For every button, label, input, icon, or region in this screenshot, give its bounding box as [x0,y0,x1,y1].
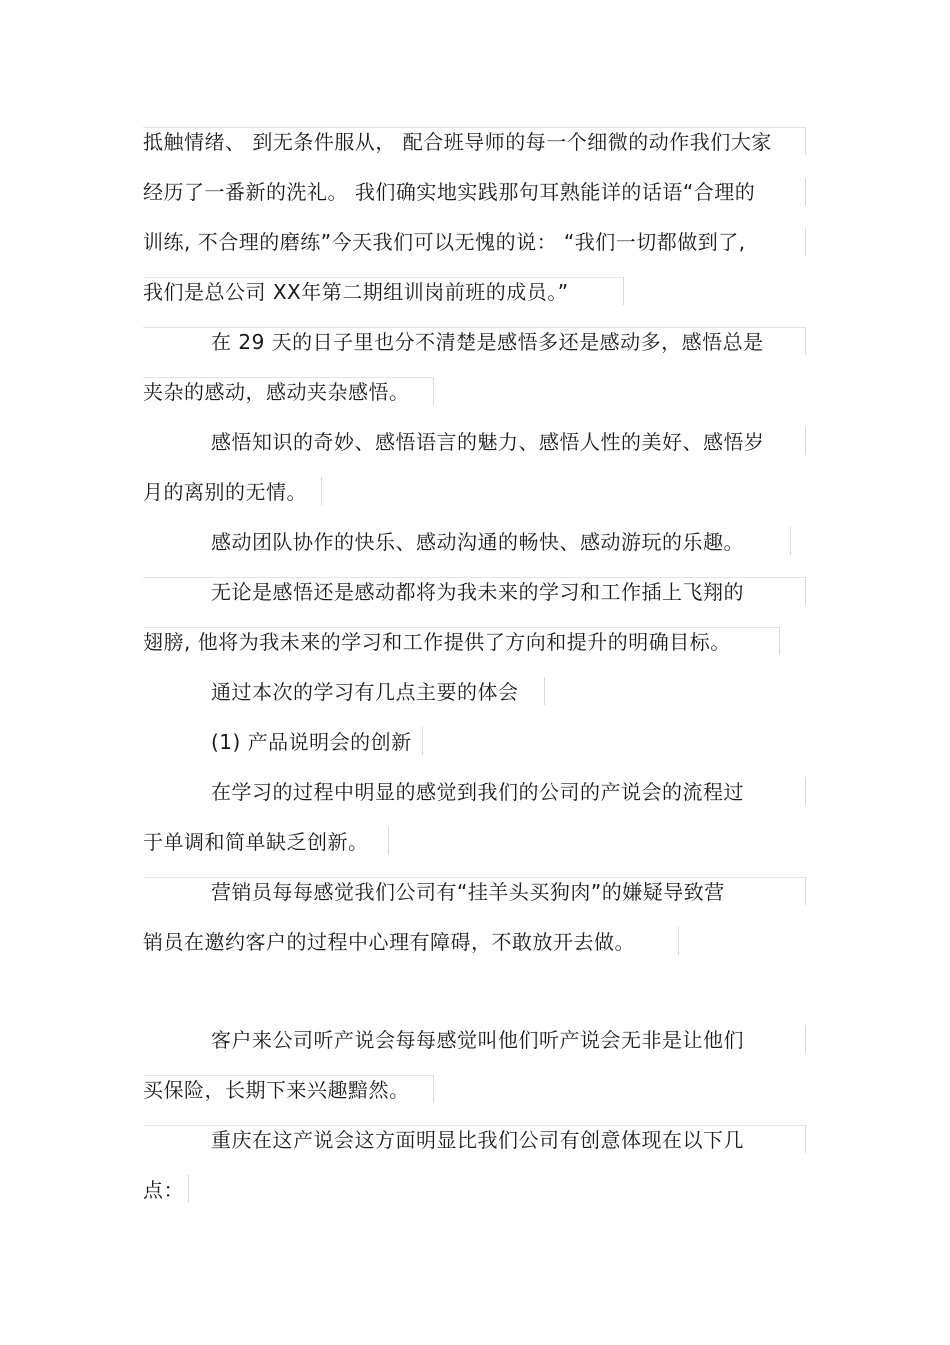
guide-rule [805,877,806,905]
text-line: 在 29 天的日子里也分不清楚是感悟多还是感动多，感悟总是 [211,330,764,354]
guide-rule [790,527,791,555]
guide-rule [805,327,806,355]
guide-rule [188,1175,189,1203]
guide-rule [678,927,679,955]
text-line: 翅膀, 他将为我未来的学习和工作提供了方向和提升的明确目标。 [143,630,731,654]
text-line: (1) 产品说明会的创新 [211,730,412,754]
text-line: 点： [143,1178,184,1202]
text-line: 在学习的过程中明显的感觉到我们的公司的产说会的流程过 [211,780,744,804]
text-line: 买保险，长期下来兴趣黯然。 [143,1078,410,1102]
guide-rule [544,677,545,705]
text-line: 训练, 不合理的磨练”今天我们可以无愧的说： “我们一切都做到了, [143,230,746,254]
text-line: 感悟知识的奇妙、感悟语言的魅力、感悟人性的美好、感悟岁 [211,430,765,454]
guide-rule [805,577,806,605]
text-line: 通过本次的学习有几点主要的体会 [211,680,519,704]
text-line: 无论是感悟还是感动都将为我未来的学习和工作插上飞翔的 [211,580,744,604]
guide-rule [805,228,806,256]
text-line: 营销员每每感觉我们公司有“挂羊头买狗肉”的嫌疑导致营 [211,880,725,904]
text-line: 夹杂的感动，感动夹杂感悟。 [143,380,410,404]
guide-rule [805,427,806,455]
guide-rule [805,178,806,206]
guide-rule [805,127,806,155]
guide-rule [433,377,434,405]
text-line: 经历了一番新的洗礼。 我们确实地实践那句耳熟能详的话语“合理的 [143,180,756,204]
text-line: 感动团队协作的快乐、感动沟通的畅快、感动游玩的乐趣。 [211,530,744,554]
guide-rule [805,777,806,805]
guide-rule [805,1125,806,1153]
guide-rule [623,277,624,305]
text-line: 重庆在这产说会这方面明显比我们公司有创意体现在以下几 [211,1128,744,1152]
guide-rule [422,727,423,755]
guide-rule [388,827,389,855]
text-line: 我们是总公司 XX年第二期组训岗前班的成员。” [143,280,569,304]
guide-rule [321,477,322,505]
guide-rule [805,1025,806,1053]
guide-rule [433,1075,434,1103]
guide-rule [779,627,780,655]
text-line: 于单调和简单缺乏创新。 [143,830,369,854]
text-line: 客户来公司听产说会每每感觉叫他们听产说会无非是让他们 [211,1028,744,1052]
text-line: 月的离别的无情。 [143,480,307,504]
text-line: 销员在邀约客户的过程中心理有障碍，不敢放开去做。 [143,930,635,954]
text-line: 抵触情绪、 到无条件服从， 配合班导师的每一个细微的动作我们大家 [143,130,772,154]
